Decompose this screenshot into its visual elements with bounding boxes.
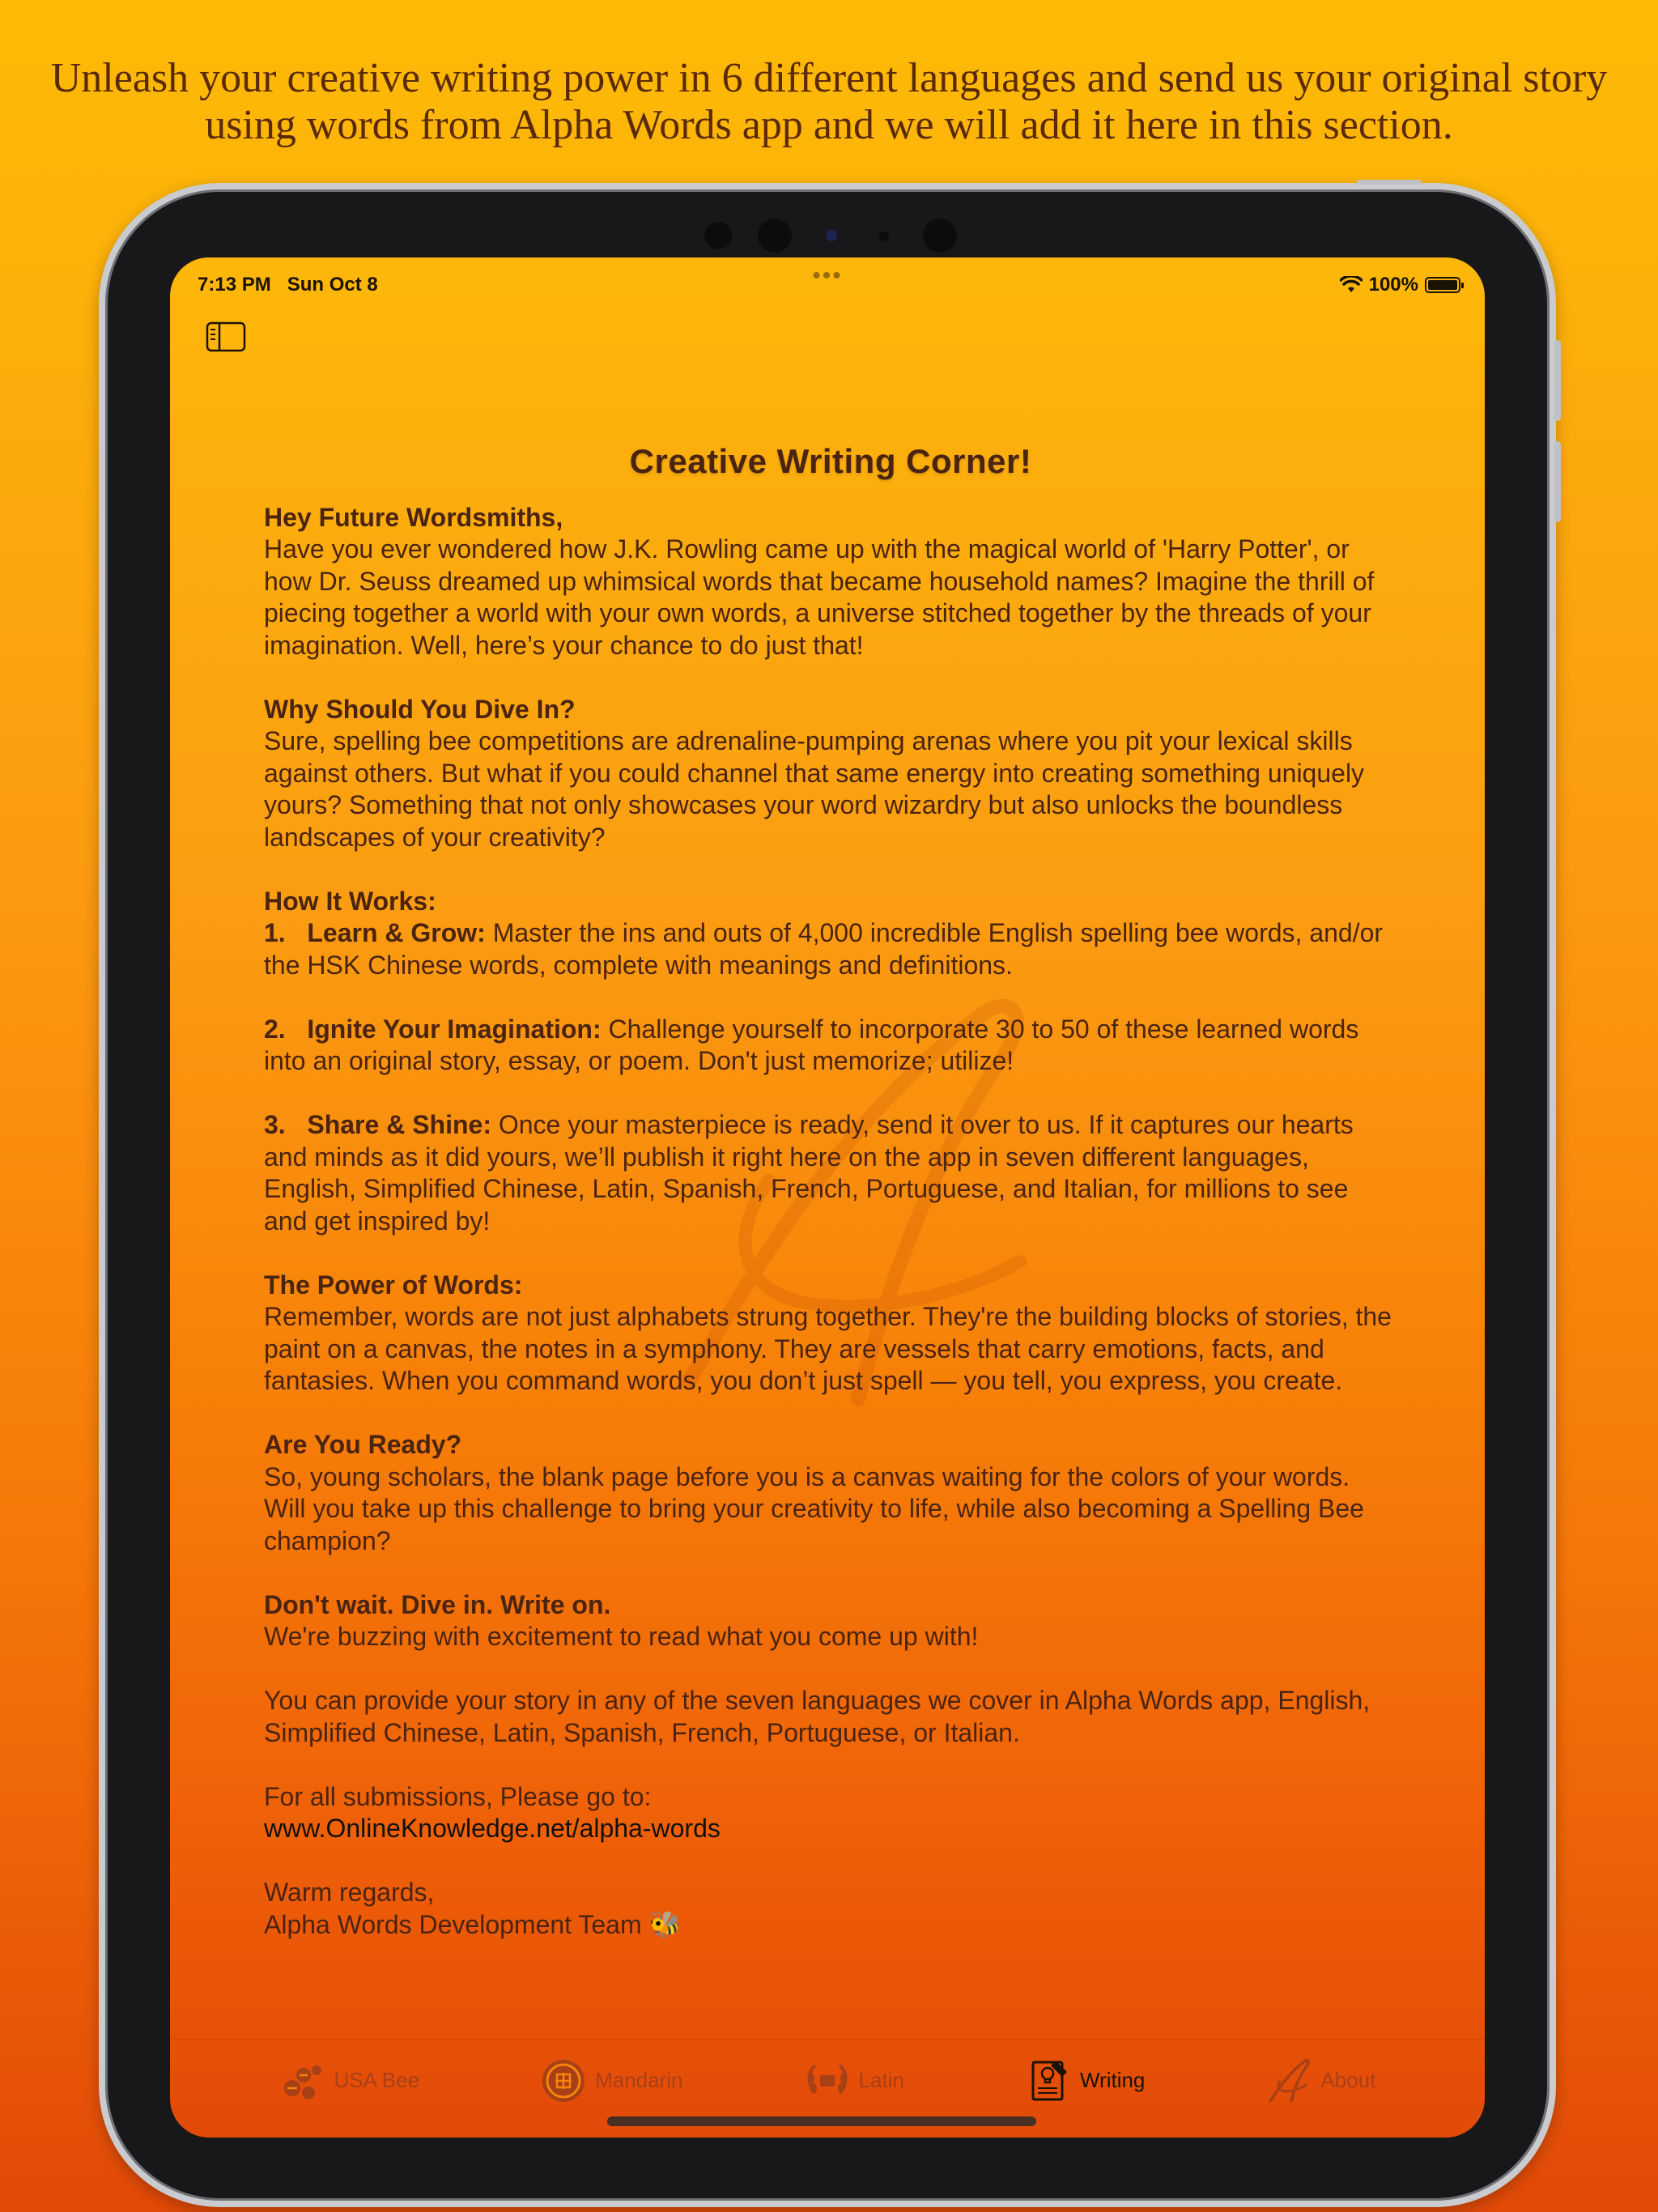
tab-writing[interactable] — [1025, 2057, 1145, 2104]
signature: Alpha Words Development Team 🐝 — [264, 1909, 682, 1939]
ready-section — [264, 1429, 1397, 1557]
alpha-a-icon — [1265, 2057, 1312, 2104]
camera-lens — [826, 230, 837, 241]
step-text: Master the ins and outs of 4,000 incredible English spelling bee words, and/or the HSK Chinese words, complete with meanings and definitions. — [264, 918, 1384, 980]
submission-link[interactable]: www.OnlineKnowledge.net/alpha-words — [264, 1814, 721, 1843]
power-text: Remember, words are not just alphabets strung together. They're the building blocks of stories, the paint on a canvas, the notes in a symphony. They are vessels that carry emotions, facts, and fantasies. When you command words, you don’t just spell — you tell, you express, you create. — [264, 1302, 1392, 1395]
power-section — [264, 1270, 1397, 1397]
writing-paper-icon — [1025, 2057, 1072, 2104]
step-label: Learn & Grow: — [307, 918, 486, 947]
tab-label: USA Bee — [334, 2068, 420, 2092]
tab-mandarin[interactable] — [540, 2057, 682, 2104]
regards: Warm regards, — [264, 1878, 435, 1907]
step-text: Challenge yourself to incorporate 30 to 50 of these learned words into an original story, essay, or poem. Don't just memorize; utilize! — [264, 1014, 1359, 1075]
intro-text: Have you ever wondered how J.K. Rowling came up with the magical world of 'Harry Potter', or how Dr. Seuss dreamed up whimsical words that became household names? Imagine the thrill of piecing together a world with your own words, a universe stitched together by the threads of your imagination. Well, here’s your chance to do just that! — [264, 534, 1375, 660]
status-right — [1340, 274, 1460, 296]
status-bar — [170, 262, 1485, 306]
tab-label: Writing — [1079, 2068, 1146, 2092]
tab-usa-bee[interactable] — [279, 2057, 420, 2104]
dont-wait-section — [264, 1589, 1397, 1653]
why-section — [264, 694, 1397, 854]
step-label: Share & Shine: — [307, 1110, 491, 1139]
tab-label: Latin — [858, 2068, 904, 2092]
step-2 — [264, 1014, 1397, 1078]
multitasking-dots-icon[interactable]: ••• — [812, 262, 843, 289]
chinese-medallion-icon — [540, 2057, 587, 2104]
promo-headline-line2: using words from Alpha Words app and we will add it here in this section. — [205, 102, 1453, 148]
why-heading: Why Should You Dive In? — [264, 694, 576, 724]
status-time: 7:13 PM — [198, 274, 271, 296]
languages-note: You can provide your story in any of the seven languages we cover in Alpha Words app, English, Simplified Chinese, Latin, Spanish, French, Portuguese, or Italian. — [264, 1686, 1371, 1747]
article-content — [264, 442, 1397, 1973]
sensor-dot — [923, 219, 957, 253]
how-section — [264, 886, 1397, 982]
greeting: Hey Future Wordsmiths, — [264, 502, 563, 532]
volume-button — [1554, 340, 1561, 421]
step-number: 1. — [264, 918, 286, 947]
step-label: Ignite Your Imagination: — [307, 1014, 602, 1044]
dont-wait-text: We're buzzing with excitement to read what you come up with! — [264, 1622, 979, 1651]
tab-latin[interactable] — [804, 2057, 904, 2104]
volume-button — [1554, 441, 1561, 522]
sensor-dot — [879, 232, 889, 241]
how-heading: How It Works: — [264, 886, 436, 916]
step-number: 3. — [264, 1110, 286, 1139]
step-number: 2. — [264, 1014, 286, 1044]
bees-icon — [279, 2057, 326, 2104]
sensor-dot — [758, 219, 792, 253]
home-indicator[interactable] — [607, 2116, 1036, 2126]
power-heading: The Power of Words: — [264, 1270, 523, 1300]
ready-heading: Are You Ready? — [264, 1430, 462, 1459]
promo-headline — [0, 55, 1658, 149]
laurel-wreath-icon — [804, 2057, 851, 2104]
app-screen — [170, 257, 1485, 2138]
step-1 — [264, 918, 1383, 980]
sensor-dot — [704, 222, 732, 249]
tab-label: Mandarin — [595, 2068, 683, 2092]
why-text: Sure, spelling bee competitions are adrenaline-pumping arenas where you pit your lexical skills against others. But what if you could channel that same energy into creating something uniquely yours? Something that not only showcases your word wizardry but also unlocks the boundless landscapes of your creativity? — [264, 726, 1365, 852]
submission-section — [264, 1781, 1397, 1845]
submit-label: For all submissions, Please go to: — [264, 1781, 652, 1811]
battery-icon — [1425, 277, 1460, 293]
sidebar-toggle-icon[interactable] — [206, 321, 246, 353]
dont-wait-heading: Don't wait. Dive in. Write on. — [264, 1589, 611, 1619]
tab-label: About — [1320, 2068, 1376, 2092]
wifi-icon — [1340, 276, 1363, 294]
step-3 — [264, 1109, 1397, 1237]
battery-percent: 100% — [1368, 274, 1418, 296]
signoff-section — [264, 1877, 1397, 1941]
status-date: Sun Oct 8 — [287, 274, 378, 296]
intro-section — [264, 502, 1397, 662]
page-title: Creative Writing Corner! — [629, 442, 1032, 480]
step-text: Once your masterpiece is ready, send it over to us. If it captures our hearts and minds as it did yours, we’ll publish it right here on the app in seven different languages, English, Simplified Chinese, Latin, Spanish, French, Portuguese, and Italian, for millions to see and get inspired by! — [264, 1110, 1354, 1236]
promo-headline-line1: Unleash your creative writing power in 6 different languages and send us your original story — [50, 55, 1608, 101]
ready-text: So, young scholars, the blank page before you is a canvas waiting for the colors of your words. Will you take up this challenge to bring your creativity to life, while also becoming a Spelling Bee champion? — [264, 1461, 1364, 1555]
tab-about[interactable] — [1265, 2057, 1375, 2104]
top-button — [1357, 180, 1422, 185]
